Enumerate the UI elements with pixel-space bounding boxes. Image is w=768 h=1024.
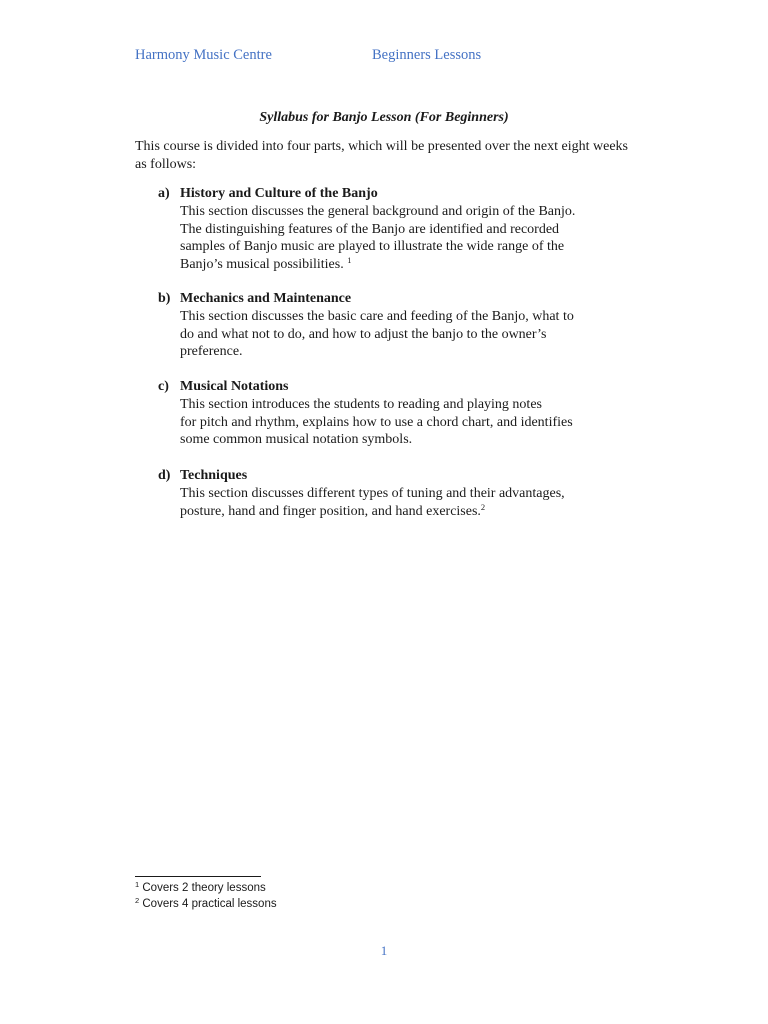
section-body [180,378,573,449]
header-organization: Harmony Music Centre [135,47,272,63]
section-line [180,503,565,521]
section-line: for pitch and rhythm, explains how to use a chord chart, and identifies [180,414,573,430]
footnote-separator [135,876,261,877]
section-body [180,290,574,361]
intro-line: This course is divided into four parts, which will be presented over the next eight weeks [135,139,628,154]
section-letter: c) [158,379,169,394]
footnotes [135,880,277,912]
section-letter: b) [158,291,171,306]
section-line: preference. [180,344,243,360]
section-heading: Mechanics and Maintenance [180,291,352,306]
section-line: This section introduces the students to reading and playing notes [180,396,542,412]
section-body [180,467,565,520]
footnote-mark: 2 [135,896,140,905]
section-line-text: Banjo’s musical possibilities. [180,257,344,273]
intro-paragraph [135,138,640,174]
section-line: some common musical notation symbols. [180,432,413,448]
intro-line: as follows: [135,157,197,172]
section-letter: d) [158,468,171,483]
section-heading: Techniques [180,468,248,483]
section-letter: a) [158,186,170,201]
section-heading: Musical Notations [180,379,289,394]
page-number: 1 [380,943,388,958]
footnote [135,880,277,896]
footnote-text: Covers 2 theory lessons [142,882,266,894]
footnote-reference[interactable]: 2 [480,501,486,512]
section-line: This section discusses the basic care and feeding of the Banjo, what to [180,308,574,324]
document-title: Syllabus for Banjo Lesson (For Beginners) [259,110,509,125]
section-line: The distinguishing features of the Banjo are identified and recorded [180,221,560,237]
footnote-text: Covers 4 practical lessons [142,898,277,910]
section-line: This section discusses different types of tuning and their advantages, [180,485,565,501]
section-line-text: posture, hand and finger position, and hand exercises. [180,503,481,519]
footnote-reference[interactable]: 1 [347,255,352,266]
section-line: This section discusses the general background and origin of the Banjo. [180,203,576,219]
footnote [135,896,277,912]
section-line [180,256,575,274]
section-body [180,185,575,274]
footnote-mark: 1 [135,880,140,889]
section-line: do and what not to do, and how to adjust the banjo to the owner’s [180,326,547,342]
section-heading: History and Culture of the Banjo [180,186,378,201]
header-course-name: Beginners Lessons [372,47,482,63]
section-line: samples of Banjo music are played to illustrate the wide range of the [180,239,565,255]
